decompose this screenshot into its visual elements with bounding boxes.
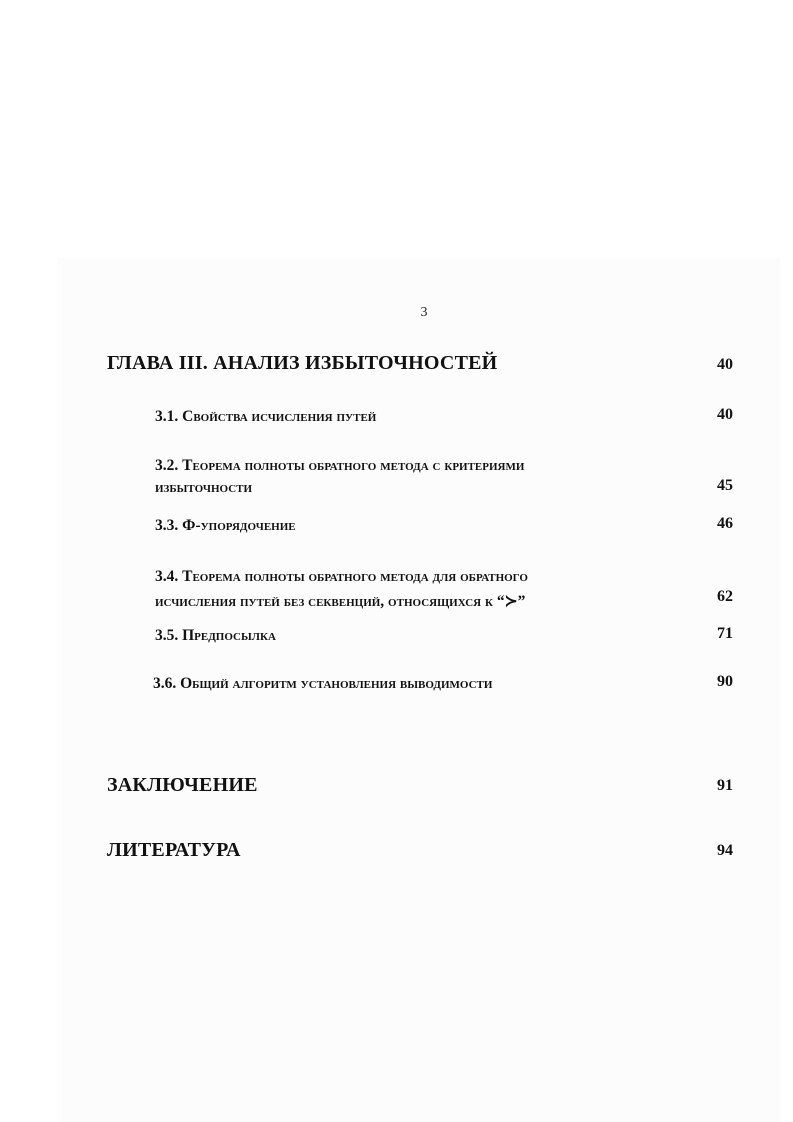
section-number: 3.6.: [153, 675, 177, 692]
section-number: 3.2.: [155, 457, 179, 474]
chapter-title: ЛИТЕРАТУРА: [107, 839, 241, 861]
page-number: 3: [420, 305, 428, 320]
section-title: [155, 564, 655, 614]
section-title: [155, 515, 655, 537]
section-page: 90: [717, 673, 733, 690]
section-title: [155, 406, 655, 428]
chapter-page: 94: [717, 842, 733, 859]
section-page: 40: [717, 406, 733, 423]
section-label-continued: исчисления путей без секвенций, относящихся к “≻”: [155, 593, 526, 610]
section-number: 3.1.: [155, 408, 179, 425]
chapter-page: 40: [717, 356, 733, 373]
section-title: [153, 673, 653, 695]
section-label: Теорема полноты обратного метода для обратного: [182, 568, 528, 585]
section-page: 62: [717, 588, 733, 605]
section-title: [155, 625, 655, 647]
section-page: 45: [717, 477, 733, 494]
section-label: Теорема полноты обратного метода с критериями: [182, 457, 525, 474]
section-title: [155, 455, 655, 499]
section-number: 3.5.: [155, 627, 179, 644]
section-label-continued: избыточности: [155, 479, 253, 496]
section-number: 3.3.: [155, 517, 179, 534]
section-page: 46: [717, 515, 733, 532]
section-label: Ф-упорядочение: [182, 517, 296, 534]
section-label: Свойства исчисления путей: [182, 408, 377, 425]
section-label: Предпосылка: [182, 627, 276, 644]
chapter-page: 91: [717, 777, 733, 794]
section-label: Общий алгоритм установления выводимости: [180, 675, 493, 692]
chapter-title: ГЛАВА III. АНАЛИЗ ИЗБЫТОЧНОСТЕЙ: [107, 352, 498, 374]
section-page: 71: [717, 625, 733, 642]
chapter-title: ЗАКЛЮЧЕНИЕ: [107, 774, 258, 796]
section-number: 3.4.: [155, 568, 179, 585]
